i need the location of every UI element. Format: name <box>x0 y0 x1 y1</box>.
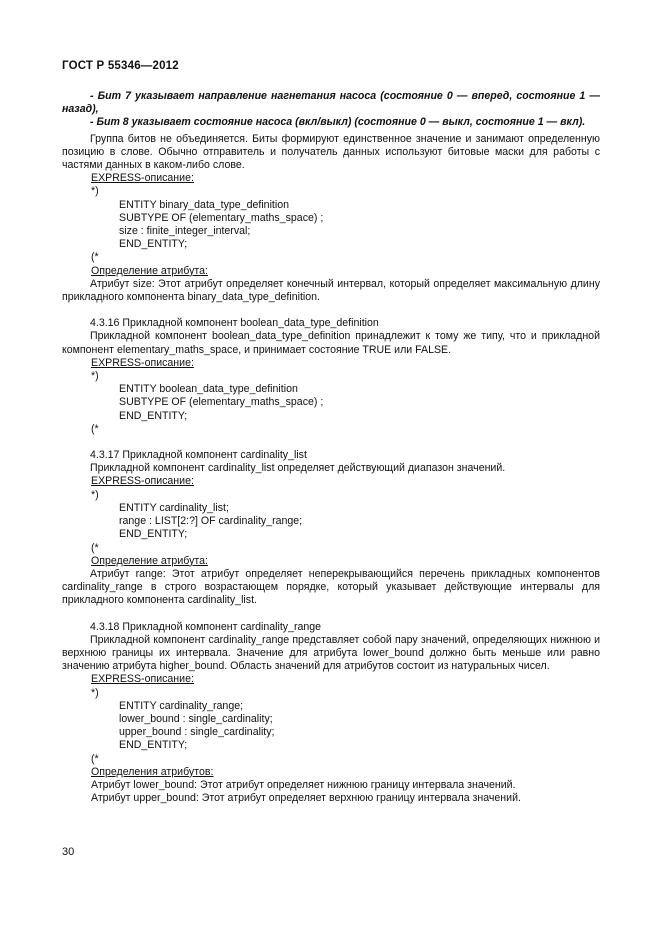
code-line: END_ENTITY; <box>119 528 188 541</box>
comment-open: *) <box>91 370 99 383</box>
page-content <box>62 90 600 805</box>
comment-open: *) <box>91 488 99 501</box>
comment-open: *) <box>91 686 99 699</box>
code-line: ENTITY cardinality_range; <box>119 699 244 712</box>
code-line: END_ENTITY; <box>119 238 188 251</box>
code-line: size : finite_integer_interval; <box>119 225 251 238</box>
code-line: lower_bound : single_cardinality; <box>119 712 273 725</box>
attr-label: Определение атрибута: <box>91 264 208 277</box>
code-line: SUBTYPE OF (elementary_maths_space) ; <box>119 211 324 224</box>
section-text: Прикладной компонент cardinality_range представляет собой пару значений, определяющих нижнюю и верхнюю границы их интервала. Значение для атрибута lower_bound должно быть меньше или равно значению атрибута higher_bound. Область значений для атрибутов состоит из натуральных чисел. <box>62 633 600 673</box>
comment-close: (* <box>91 541 99 554</box>
code-line: END_ENTITY; <box>119 409 188 422</box>
express-label: EXPRESS-описание: <box>91 673 194 686</box>
code-line: range : LIST[2:?] OF cardinality_range; <box>119 515 303 528</box>
section-heading: 4.3.18 Прикладной компонент cardinality_range <box>90 620 322 633</box>
section-text: Прикладной компонент boolean_data_type_definition принадлежит к тому же типу, что и прикладной компонент elementary_maths_space, и принимает состояние TRUE или FALSE. <box>62 330 600 356</box>
document-id: ГОСТ Р 55346—2012 <box>62 60 179 72</box>
comment-close: (* <box>91 422 99 435</box>
express-label: EXPRESS-описание: <box>91 356 194 369</box>
attr-text: Атрибут lower_bound: Этот атрибут определяет нижнюю границу интервала значений. <box>91 778 516 791</box>
comment-close: (* <box>91 752 99 765</box>
bit7-item: - Бит 7 указывает направление нагнетания насоса (состояние 0 — вперед, состояние 1 — назад), <box>62 90 600 116</box>
code-line: SUBTYPE OF (elementary_maths_space) ; <box>119 396 324 409</box>
intro-paragraph: Группа битов не объединяется. Биты формируют единственное значение и занимают определенную позицию в слове. Обычно отправитель и получатель данных используют битовые маски для работы с частями данных в каком-либо слове. <box>62 132 600 172</box>
section-heading: 4.3.16 Прикладной компонент boolean_data_type_definition <box>90 317 379 330</box>
section-text: Прикладной компонент cardinality_list определяет действующий диапазон значений. <box>90 462 506 475</box>
bit8-item: - Бит 8 указывает состояние насоса (вкл/выкл) (состояние 0 — выкл, состояние 1 — вкл). <box>90 116 586 129</box>
page-number: 30 <box>62 846 75 858</box>
comment-open: *) <box>91 185 99 198</box>
attr-text: Атрибут range: Этот атрибут определяет неперекрывающийся перечень прикладных компонентов cardinality_range в строго возрастающем порядке, который указывает действующие интервалы для прикладного компонента cardinality_list. <box>62 567 600 607</box>
comment-close: (* <box>91 251 99 264</box>
code-line: ENTITY boolean_data_type_definition <box>119 383 298 396</box>
express-label: EXPRESS-описание: <box>91 475 194 488</box>
code-line: upper_bound : single_cardinality; <box>119 726 275 739</box>
attr-text: Атрибут upper_bound: Этот атрибут определяет верхнюю границу интервала значений. <box>91 792 521 805</box>
attr-label: Определения атрибутов: <box>91 765 214 778</box>
express-label: EXPRESS-описание: <box>91 172 194 185</box>
code-line: ENTITY binary_data_type_definition <box>119 198 289 211</box>
attr-label: Определение атрибута: <box>91 554 208 567</box>
section-heading: 4.3.17 Прикладной компонент cardinality_list <box>90 449 307 462</box>
attr-text: Атрибут size: Этот атрибут определяет конечный интервал, который определяет максимальную длину прикладного компонента binary_data_type_definition. <box>62 277 600 304</box>
code-line: ENTITY cardinality_list; <box>119 501 229 514</box>
code-line: END_ENTITY; <box>119 739 188 752</box>
